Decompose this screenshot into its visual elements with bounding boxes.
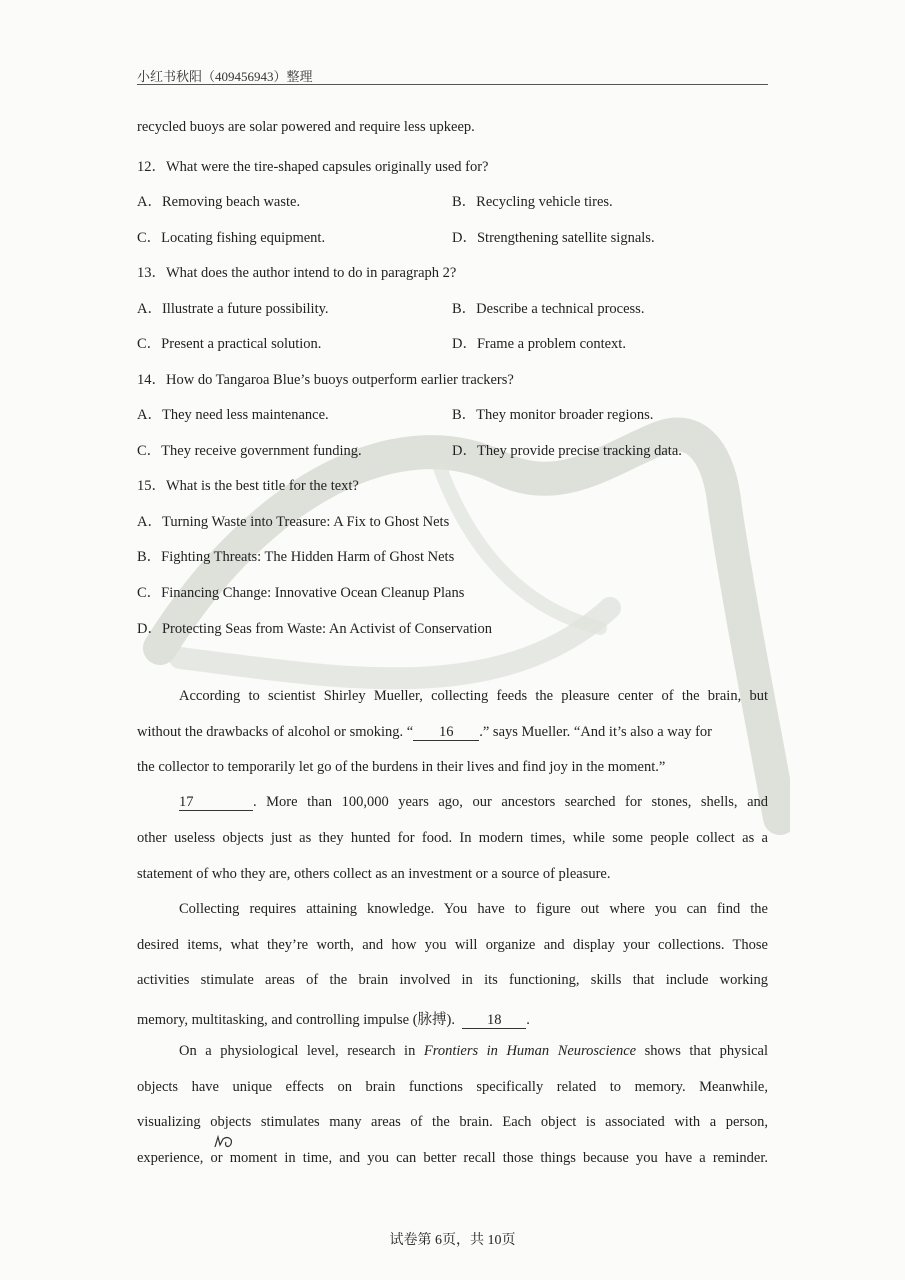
passage-p1-line2-end: .” says Mueller. “And it’s also a way for [479,724,713,740]
watermark-brush-mark [140,348,790,868]
question-15-stem: 15．What is the best title for the text? [137,478,359,494]
passage-p4-line1-end: shows that physical [636,1043,769,1059]
question-14-option-d: D．They provide precise tracking data. [452,443,682,459]
question-14-stem: 14．How do Tangaroa Blue’s buoys outperform earlier trackers? [137,372,514,388]
passage-p1-line2 [137,724,768,741]
passage-p2-line1 [179,794,768,811]
question-14-option-b: B．They monitor broader regions. [452,407,654,423]
question-13-option-b: B．Describe a technical process. [452,301,645,317]
question-13-option-a: A．Illustrate a future possibility. [137,301,329,317]
passage-p2-line3: statement of who they are, others collect as an investment or a source of pleasure. [137,866,611,882]
question-12-option-b: B．Recycling vehicle tires. [452,194,613,210]
passage-p3-line3: activities stimulate areas of the brain involved in its functioning, skills that include working [137,972,768,988]
passage-p4-line3: visualizing objects stimulates many areas of the brain. Each object is associated with a person, [137,1114,768,1130]
page-footer: 试卷第 6页，共 10页 [389,1233,516,1248]
question-12-stem: 12．What were the tire-shaped capsules originally used for? [137,159,489,175]
question-15-option-b: B．Fighting Threats: The Hidden Harm of Ghost Nets [137,549,455,565]
question-13-option-d: D．Frame a problem context. [452,336,626,352]
blank-16: 16 [413,725,479,741]
intro-line: recycled buoys are solar powered and require less upkeep. [137,119,475,135]
page-header: 小红书秋阳（409456943）整理 [137,69,313,84]
question-12-option-a: A．Removing beach waste. [137,194,301,210]
passage-p3-line4-end: . [526,1012,530,1028]
handwritten-mark-icon [213,1133,239,1151]
question-12-option-c: C．Locating fishing equipment. [137,230,326,246]
question-14-option-c: C．They receive government funding. [137,443,362,459]
question-15-option-c: C．Financing Change: Innovative Ocean Cleanup Plans [137,585,465,601]
question-13-stem: 13．What does the author intend to do in paragraph 2? [137,265,457,281]
question-15-option-a: A．Turning Waste into Treasure: A Fix to Ghost Nets [137,514,450,530]
passage-p3-line4 [137,1008,530,1029]
blank-17: 17 [179,795,253,811]
passage-p1-line2-start: without the drawbacks of alcohol or smoking. “ [137,724,414,740]
passage-p3-line1: Collecting requires attaining knowledge. You have to figure out where you can find the [179,901,768,917]
question-15-option-d: D．Protecting Seas from Waste: An Activist of Conservation [137,621,492,637]
passage-p4-line1 [179,1043,768,1060]
question-12-option-d: D．Strengthening satellite signals. [452,230,655,246]
passage-p3-line4-text: memory, multitasking, and controlling impulse (脉搏). [137,1012,456,1028]
passage-p4-line1-start: On a physiological level, research in [179,1043,424,1059]
blank-18: 18 [462,1013,526,1029]
passage-p4-line4: experience, or moment in time, and you can better recall those things because you have a reminder. [137,1150,768,1166]
question-13-option-c: C．Present a practical solution. [137,336,322,352]
passage-p1-line1: According to scientist Shirley Mueller, collecting feeds the pleasure center of the brain, but [179,688,768,704]
passage-p2-line1-text: . More than 100,000 years ago, our ancestors searched for stones, shells, and [253,794,768,810]
passage-p1-line3: the collector to temporarily let go of the burdens in their lives and find joy in the moment.” [137,759,666,775]
question-14-option-a: A．They need less maintenance. [137,407,329,423]
passage-p2-line2: other useless objects just as they hunted for food. In modern times, while some people collect as a [137,830,768,846]
passage-p4-line2: objects have unique effects on brain functions specifically related to memory. Meanwhile, [137,1079,768,1095]
journal-title: Frontiers in Human Neuroscience [423,1043,637,1059]
header-rule [137,84,768,85]
passage-p3-line2: desired items, what they’re worth, and how you will organize and display your collections. Those [137,937,768,953]
